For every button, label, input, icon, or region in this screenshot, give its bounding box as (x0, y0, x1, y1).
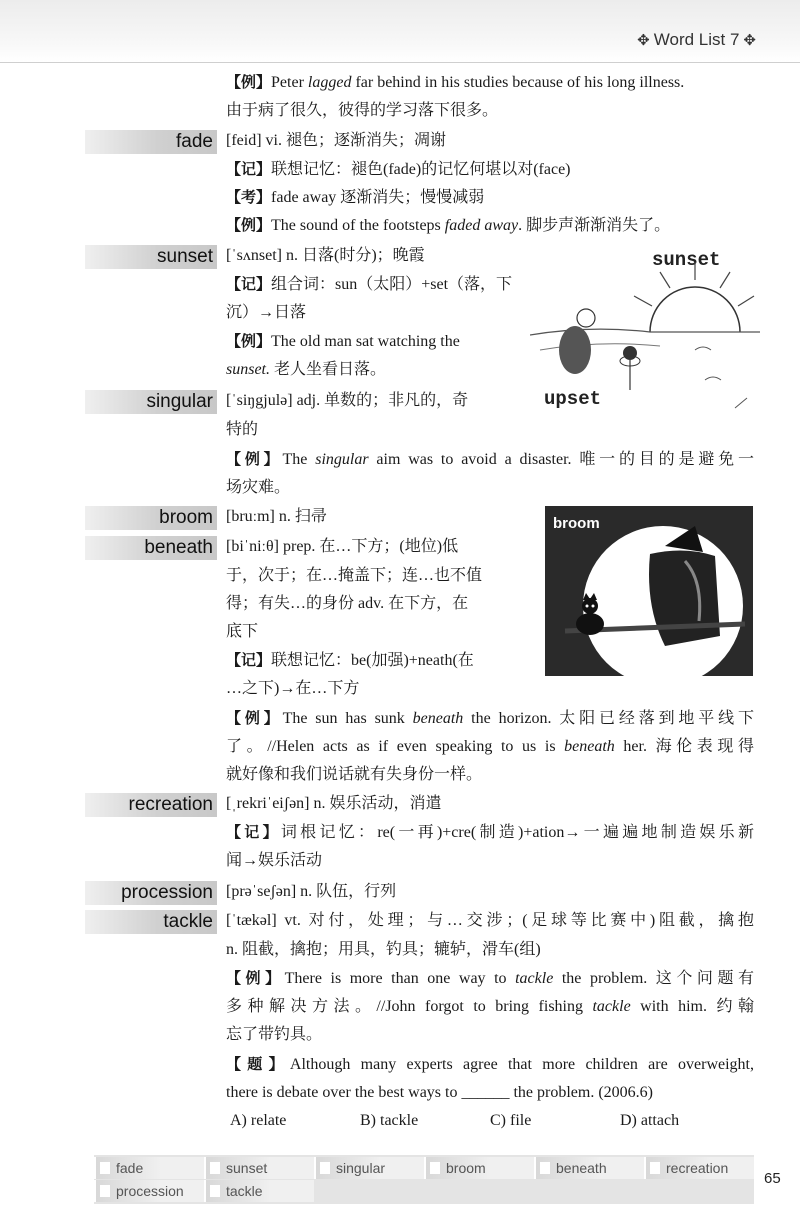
broom-definition: [bruːm] n. 扫帚 (226, 508, 327, 525)
answer-option-c: C) file (490, 1112, 532, 1129)
answer-option-b: B) tackle (360, 1112, 419, 1129)
singular-example-2: 场灾难。 (226, 479, 291, 496)
fade-definition: [feid] vi. 褪色；逐渐消失；凋谢 (226, 132, 446, 149)
sunset-art-label: sunset (652, 249, 721, 271)
beneath-memory-2: …之下)→在…下方 (226, 680, 360, 697)
witch-drawing (545, 506, 753, 676)
sunset-drawing (530, 240, 760, 415)
tag-recreation: recreation (644, 1157, 754, 1179)
tackle-question-2: there is debate over the best ways to ______ the problem. (2006.6) (226, 1084, 653, 1101)
fade-exam: 【考】fade away 逐渐消失；慢慢减弱 (226, 189, 485, 206)
sunset-memory-1: 【记】组合词：sun（太阳）+set（落，下 (226, 276, 513, 293)
page-header (0, 0, 800, 63)
checkbox-icon (100, 1162, 110, 1174)
sunset-illustration (530, 240, 760, 415)
headword-beneath: beneath (85, 536, 217, 560)
headword-singular: singular (85, 390, 217, 414)
broom-illustration (545, 506, 753, 676)
checkbox-icon (540, 1162, 550, 1174)
headword-fade: fade (85, 130, 217, 154)
headword-recreation: recreation (85, 793, 217, 817)
answer-option-d: D) attach (620, 1112, 680, 1129)
tackle-definition-1: [ˈtækəl] vt. 对付，处理；与…交涉；(足球等比赛中)阻截，擒抱 (226, 912, 754, 929)
beneath-definition-2: 于，次于；在…掩盖下；连…也不值 (226, 567, 483, 584)
tackle-question-1: 【题】Although many experts agree that more children are overweight, (226, 1056, 754, 1073)
tag-procession: procession (94, 1180, 204, 1202)
tackle-example-1: 【例】There is more than one way to tackle the problem. 这个问题有 (226, 970, 754, 987)
fade-example: 【例】The sound of the footsteps faded away. 脚步声渐渐消失了。 (226, 217, 671, 234)
recreation-memory-1: 【记】词根记忆：re(一再)+cre(制造)+ation→一遍遍地制造娱乐新 (226, 824, 754, 841)
beneath-definition-4: 底下 (226, 623, 259, 640)
headword-tackle: tackle (85, 910, 217, 934)
tackle-definition-2: n. 阻截，擒抱；用具，钓具；辘轳，滑车(组) (226, 941, 541, 958)
header-right-ornament-icon: ✥ (743, 32, 756, 49)
checkbox-icon (430, 1162, 440, 1174)
header-left-ornament-icon: ✥ (637, 32, 650, 49)
sunset-example-2: sunset. 老人坐看日落。 (226, 361, 387, 378)
sunset-definition: [ˈsʌnset] n. 日落(时分)；晚霞 (226, 247, 425, 264)
tag-beneath: beneath (534, 1157, 644, 1179)
procession-definition: [prəˈseʃən] n. 队伍，行列 (226, 883, 397, 900)
tag-tackle: tackle (204, 1180, 314, 1202)
singular-definition-1: [ˈsiŋgjulə] adj. 单数的；非凡的，奇 (226, 392, 469, 409)
checkbox-icon (210, 1185, 220, 1197)
checkbox-icon (210, 1162, 220, 1174)
word-tag-strip (94, 1155, 754, 1204)
beneath-example-2: 了。//Helen acts as if even speaking to us is beneath her. 海伦表现得 (226, 738, 754, 755)
answer-option-a: A) relate (230, 1112, 287, 1129)
checkbox-icon (320, 1162, 330, 1174)
fade-memory: 【记】联想记忆：褪色(fade)的记忆何堪以对(face) (226, 161, 571, 178)
page-number: 65 (764, 1170, 781, 1187)
tag-singular: singular (314, 1157, 424, 1179)
singular-example-1: 【例】The singular aim was to avoid a disaster. 唯一的目的是避免一 (226, 451, 754, 468)
broom-art-label: broom (553, 515, 600, 532)
beneath-definition-3: 得；有失…的身份 adv. 在下方，在 (226, 595, 469, 612)
lagged-example-en: 【例】Peter lagged far behind in his studies because of his long illness. (226, 74, 685, 91)
tag-sunset: sunset (204, 1157, 314, 1179)
beneath-example-3: 就好像和我们说话就有失身份一样。 (226, 766, 483, 783)
headword-sunset: sunset (85, 245, 217, 269)
tag-fade: fade (94, 1157, 204, 1179)
recreation-memory-2: 闻→娱乐活动 (226, 852, 323, 869)
singular-definition-2: 特的 (226, 421, 259, 438)
beneath-memory-1: 【记】联想记忆：be(加强)+neath(在 (226, 652, 474, 669)
header-title-wrap (633, 30, 760, 50)
header-title: Word List 7 (653, 30, 740, 49)
tag-broom: broom (424, 1157, 534, 1179)
sunset-example-1: 【例】The old man sat watching the (226, 333, 460, 350)
headword-procession: procession (85, 881, 217, 905)
recreation-definition: [ˌrekriˈeiʃən] n. 娱乐活动，消遣 (226, 795, 442, 812)
beneath-definition-1: [biˈniːθ] prep. 在…下方；(地位)低 (226, 538, 459, 555)
headword-broom: broom (85, 506, 217, 530)
beneath-example-1: 【例】The sun has sunk beneath the horizon. 太阳已经落到地平线下 (226, 710, 754, 727)
sunset-memory-2: 沉）→日落 (226, 304, 307, 321)
checkbox-icon (100, 1185, 110, 1197)
checkbox-icon (650, 1162, 660, 1174)
lagged-example-zh: 由于病了很久，彼得的学习落下很多。 (226, 102, 499, 119)
tackle-example-3: 忘了带钓具。 (226, 1026, 323, 1043)
tackle-example-2: 多种解决方法。//John forgot to bring fishing tackle with him. 约翰 (226, 998, 754, 1015)
upset-art-label: upset (544, 388, 602, 410)
